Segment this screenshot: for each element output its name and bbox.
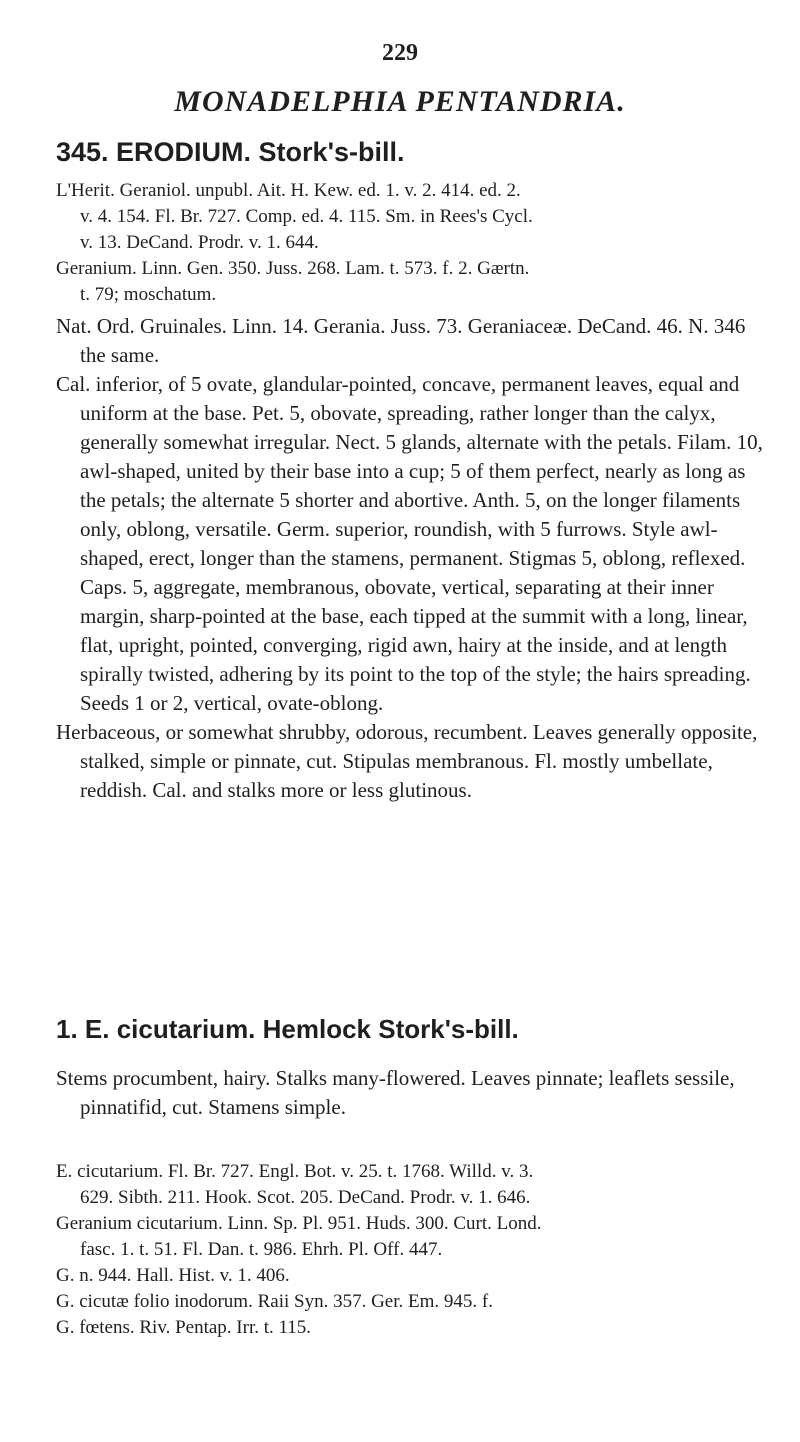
species-ref-line: G. cicutæ folio inodorum. Raii Syn. 357. Ger. Em. 945. f.: [56, 1291, 493, 1312]
species-ref-line: E. cicutarium. Fl. Br. 727. Engl. Bot. v. 25. t. 1768. Willd. v. 3.: [56, 1161, 534, 1182]
genus-ref-line: v. 13. DeCand. Prodr. v. 1. 644.: [80, 232, 319, 253]
species-ref-line: G. n. 944. Hall. Hist. v. 1. 406.: [56, 1265, 290, 1286]
genus-ref-line: t. 79; moschatum.: [80, 284, 217, 305]
genus-ref-line: v. 4. 154. Fl. Br. 727. Comp. ed. 4. 115. Sm. in Rees's Cycl.: [80, 206, 533, 227]
species-references: [56, 1159, 768, 1341]
page-number: 229: [382, 40, 418, 66]
genus-description: Cal. inferior, of 5 ovate, glandular-pointed, concave, permanent leaves, equal and uniform at the base. Pet. 5, obovate, spreading, rather longer than the calyx, generally somewhat irregular. Nect. 5 glands, alternate with the petals. Filam. 10, awl-shaped, united by their base into a cup; 5 of them perfect, nearly as long as the petals; the alternate 5 shorter and abortive. Anth. 5, on the longer filaments only, oblong, versatile. Germ. superior, roundish, with 5 furrows. Style awl-shaped, erect, longer than the stamens, permanent. Stigmas 5, oblong, reflexed. Caps. 5, aggregate, membranous, obovate, vertical, separating at their inner margin, sharp-pointed at the base, each tipped at the summit with a long, linear, flat, upright, pointed, converging, rigid awn, hairy at the inside, and at length spirally twisted, adhering by its point to the top of the style; the hairs spreading. Seeds 1 or 2, vertical, ovate-oblong.: [56, 372, 763, 715]
class-heading: MONADELPHIA PENTANDRIA.: [174, 85, 626, 118]
natural-order: Nat. Ord. Gruinales. Linn. 14. Gerania. Juss. 73. Geraniaceæ. DeCand. 46. N. 346 the same.: [56, 314, 746, 367]
species-body: [56, 1064, 770, 1122]
species-heading: 1. E. cicutarium. Hemlock Stork's-bill.: [56, 1014, 519, 1044]
species-ref-line: Geranium cicutarium. Linn. Sp. Pl. 951. Huds. 300. Curt. Lond.: [56, 1213, 542, 1234]
species-description: Stems procumbent, hairy. Stalks many-flowered. Leaves pinnate; leaflets sessile, pinnatifid, cut. Stamens simple.: [56, 1066, 735, 1119]
species-ref-line: fasc. 1. t. 51. Fl. Dan. t. 986. Ehrh. Pl. Off. 447.: [80, 1239, 443, 1260]
habit-description: Herbaceous, or somewhat shrubby, odorous, recumbent. Leaves generally opposite, stalked, simple or pinnate, cut. Stipulas membranous. Fl. mostly umbellate, reddish. Cal. and stalks more or less glutinous.: [56, 720, 758, 802]
genus-body: [56, 312, 770, 805]
species-ref-line: 629. Sibth. 211. Hook. Scot. 205. DeCand. Prodr. v. 1. 646.: [80, 1187, 531, 1208]
genus-ref-line: L'Herit. Geraniol. unpubl. Ait. H. Kew. ed. 1. v. 2. 414. ed. 2.: [56, 180, 521, 201]
species-ref-line: G. fœtens. Riv. Pentap. Irr. t. 115.: [56, 1317, 312, 1338]
genus-ref-line: Geranium. Linn. Gen. 350. Juss. 268. Lam. t. 573. f. 2. Gærtn.: [56, 258, 530, 279]
genus-references: [56, 178, 766, 308]
genus-heading: 345. ERODIUM. Stork's-bill.: [56, 137, 405, 167]
